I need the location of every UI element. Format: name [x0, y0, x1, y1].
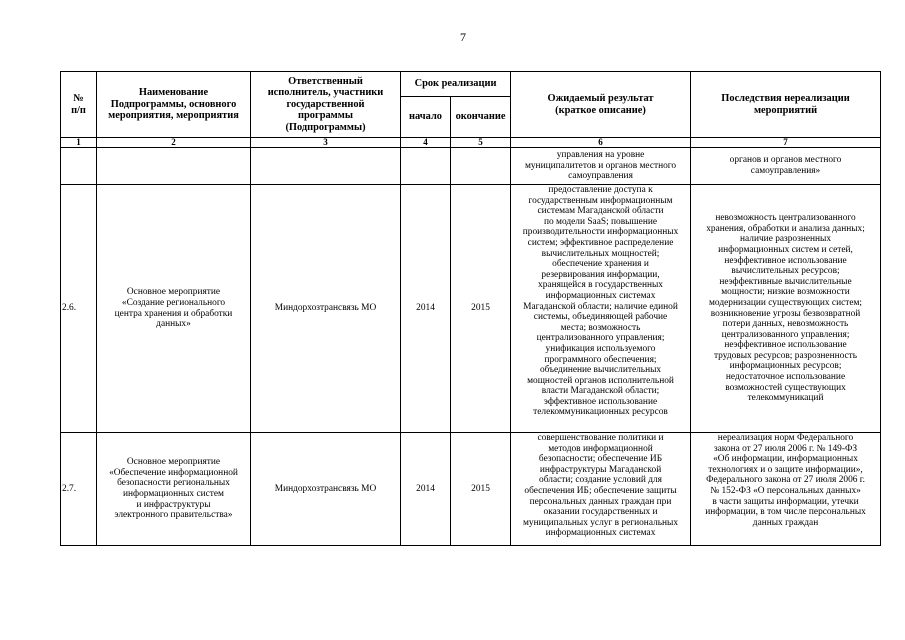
- column-number: 2: [97, 138, 251, 148]
- continuation-row: [61, 148, 881, 185]
- column-number: 1: [61, 138, 97, 148]
- page-number: 7: [460, 30, 466, 44]
- column-number: 5: [451, 138, 511, 148]
- activity-expected-result: предоставление доступа к государственным информационным системам Магаданской области по модели SaaS; повышение производительности информационных систем; эффективное распределение вычислительных мощностей; обеспечение хранения и резервирования информации, хранящейся в государственных информационных системах Магаданской области; наличие единой системы, объединяющей рабочие места; возможность централизованного управления; унификация используемого программного обеспечения; объединение вычислительных мощностей органов исполнительной власти Магаданской области; эффективное использование телекоммуникационных ресурсов: [511, 185, 691, 433]
- column-number: 4: [401, 138, 451, 148]
- activity-end-year: 2015: [451, 433, 511, 546]
- activity-name: Основное мероприятие «Создание регионального центра хранения и обработки данных»: [97, 185, 251, 433]
- activity-consequences: невозможность централизованного хранения, обработки и анализа данных; наличие разрозненных информационных систем и сетей, неэффективное использование вычислительных ресурсов; неэффективные вычислительные мощности; низкие возможности модернизации существующих систем; возникновение угрозы безвозвратной потери данных, невозможность централизованного управления; неэффективное использование трудовых ресурсов; разрозненность информационных ресурсов; недостаточное использование возможностей существующих телекоммуникаций: [691, 185, 881, 433]
- header-consequences: Последствия нереализации мероприятий: [691, 72, 881, 138]
- table-row: [61, 433, 881, 546]
- continuation-result: управления на уровне муниципалитетов и органов местного самоуправления: [511, 148, 691, 185]
- continuation-consequences: органов и органов местного самоуправления»: [691, 148, 881, 185]
- empty-cell: [61, 148, 97, 185]
- activity-start-year: 2014: [401, 185, 451, 433]
- column-number: 3: [251, 138, 401, 148]
- activity-end-year: 2015: [451, 185, 511, 433]
- header-start: начало: [401, 97, 451, 138]
- activity-consequences: нереализация норм Федерального закона от 27 июля 2006 г. № 149-ФЗ «Об информации, информационных технологиях и о защите информации», Федерального закона от 27 июля 2006 г. № 152-ФЗ «О персональных данных» в части защиты информации, утечки информации, в том числе персональных данных граждан: [691, 433, 881, 546]
- empty-cell: [451, 148, 511, 185]
- header-period: Срок реализации: [401, 72, 511, 97]
- activity-name: Основное мероприятие «Обеспечение информационной безопасности региональных информационных систем и инфраструктуры электронного правительства»: [97, 433, 251, 546]
- column-number: 7: [691, 138, 881, 148]
- header-name: Наименование Подпрограммы, основного мероприятия, мероприятия: [97, 72, 251, 138]
- empty-cell: [401, 148, 451, 185]
- header-num: № п/п: [61, 72, 97, 138]
- activity-executor: Миндорхозтрансвязь МО: [251, 433, 401, 546]
- header-result: Ожидаемый результат (краткое описание): [511, 72, 691, 138]
- empty-cell: [251, 148, 401, 185]
- table-row: [61, 185, 881, 433]
- program-activities-table: [60, 71, 881, 546]
- activity-executor: Миндорхозтрансвязь МО: [251, 185, 401, 433]
- column-number: 6: [511, 138, 691, 148]
- column-number-row: [61, 138, 881, 148]
- header-row: [61, 72, 881, 97]
- header-executor: Ответственный исполнитель, участники государственной программы (Подпрограммы): [251, 72, 401, 138]
- header-end: окончание: [451, 97, 511, 138]
- row-number: 2.6.: [61, 185, 97, 433]
- activity-expected-result: совершенствование политики и методов информационной безопасности; обеспечение ИБ инфраструктуры Магаданской области; создание условий для обеспечения ИБ; обеспечение защиты персональных данных граждан при оказании государственных и муниципальных услуг в региональных информационных системах: [511, 433, 691, 546]
- empty-cell: [97, 148, 251, 185]
- row-number: 2.7.: [61, 433, 97, 546]
- activity-start-year: 2014: [401, 433, 451, 546]
